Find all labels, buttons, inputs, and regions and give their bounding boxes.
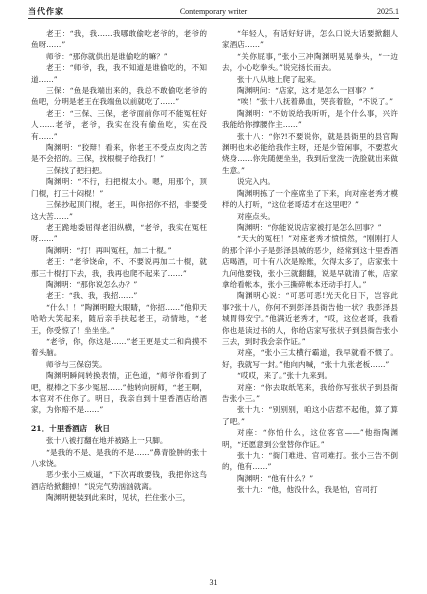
right-column [222, 28, 398, 576]
paragraph: 陶渊明：“你能说说店家被打是怎么回事？” [237, 222, 382, 232]
paragraph: “年轻人，有话好好讲，怎么口说大话要掀翻人家酒店……” [222, 29, 398, 50]
paragraph: 对座：“你怕什么，这位客官——”他指陶渊明，“还愿意到公堂替你作证。” [222, 428, 398, 449]
paragraph: 陶渊明：“狡辩！看来，你老王不受点皮肉之苦是不会招的。三保，找根棍子给我打！” [31, 143, 207, 164]
left-column [31, 28, 207, 576]
paragraph: 恶少张小三威逼，“下次再敢要钱，我把你这鸟酒店给掀翻掉！”说完气势汹汹就离。 [31, 470, 207, 491]
paragraph: 老王：“老爷饶命，不、不要说再加二十棍，就那三十棍打下去，我，我再也爬不起来了……” [31, 257, 207, 278]
section-heading: 21．十里香酒店 秋日 [31, 423, 110, 433]
paragraph: 张十八：“你?!不要说你，就是县衙里的县官陶渊明也未必能给我作主呀，还是少管闲事，不要惹火烧身……你先随便坐坐，我到后堂洗一洗脸就出来做生意。” [222, 131, 398, 175]
paragraph: 老王：“我、我，我招……” [46, 291, 138, 301]
paragraph: 说完入内。 [237, 177, 275, 187]
paragraph: 陶渊明：“那你说怎么办？” [46, 279, 138, 289]
paragraph: 对座点头。 [237, 211, 275, 221]
paragraph: 陶渊明：“不妨说给我听听，是个什么事，兴许我能给你撑腰作主……” [222, 108, 398, 130]
page-header [28, 6, 399, 19]
paragraph: 老王：“三保、三保，老爷面前你可不能冤枉好人……老爷，老爷，我实在没有偷鱼吃，实在没有……” [31, 108, 207, 141]
paragraph: 陶渊明拣了一个座席坐了下来，向对座老秀才模样的人打听，“这位老哥适才在这里吧？” [222, 188, 398, 210]
paragraph: 对座：“你去取纸笔来，我给你写张状子到县衙告张小三。” [222, 382, 398, 403]
paragraph: 对座，“张小三太横行霸道，我早就看不惯了。好，我就写一封。”他向内喊，“张十九张老板……” [222, 348, 398, 369]
paragraph: 陶渊明便装到此来时，见状，拦住张小三， [46, 493, 191, 503]
paragraph: 师爷与三保窃笑。 [46, 359, 107, 369]
paragraph: “什么！！”陶渊明瞪大眼睛，“你招……”他仰天哈哈大笑起来，随后亲手扶起老王，动情地，“老王，你受惊了！坐坐坐。” [31, 302, 207, 335]
paragraph: 陶渊明：“他有什么？” [237, 473, 314, 483]
paragraph: 三保抄起顶门棍，老王，叫你招你不招，非要受这大苦……” [31, 200, 207, 221]
paragraph: 陶渊明：“打！再叫冤枉，加二十棍。” [46, 245, 172, 255]
paragraph: 张十九：“他，他没什么，我是怕，官司打 [237, 485, 378, 495]
paragraph: 张十八被打翻在地并被路上一只脚。 [46, 436, 168, 446]
page-number: 31 [209, 578, 218, 587]
paragraph: 陶渊明：“不行，扫把棍太小。嗯，用那个，顶门棍，打三十闷棍！” [31, 177, 207, 198]
paragraph: 三保找了把扫把。 [46, 165, 107, 175]
magazine-english-name: Contemporary writer [179, 7, 248, 16]
paragraph: 三保：“鱼是我端出来的，我总不敢偷吃老爷的鱼吧，分明是老王在我端鱼以前就吃了……” [31, 86, 207, 107]
paragraph: 陶渊明心说：“可恶可恶!光天化日下，岂容此事?张十八，你何不到彭泽县衙告他一状？我彭泽县城胃得安宁。”他满近老秀才，“哎，这位老哥，我看你也是读过书的人，你给店家写张状子到县衙告张小三去，到时我会亲作证。” [222, 291, 398, 346]
issue-number: 2025.1 [377, 7, 399, 16]
paragraph: “天大的冤枉！”对座老秀才愤愤然，“刚刚打人的那个洋小子是彭泽县城的恶少，经常到这十里香酒店喝酒，可十有八次是赊账，欠得太多了，店家张十九问他要钱，张小三就翻翻，说是早就清了帐，店家拿给看帐本，张小三撕碎帐本还动手打人。” [222, 234, 398, 289]
paragraph: “哎哎，来了。”张十九来到。 [237, 371, 333, 381]
paragraph: 张十九：“别别别，咱这小店惹不起他，算了算了吧。” [222, 405, 398, 426]
paragraph: 老王：“师爷，我，我不知道是谁偷吃的，不知道……” [31, 63, 207, 84]
paragraph: 陶渊明问：“店家，这才是怎么一回事？” [237, 86, 374, 96]
magazine-name: 当代作家 [28, 6, 64, 16]
paragraph: “老爷，你，你这是……”老王更是丈二和尚摸不着头脑。 [31, 336, 207, 358]
paragraph: 张十八从地上爬了起来。 [237, 74, 321, 84]
paragraph: “关你屁事，”张小三冲陶渊明晃晃拳头，“一边去，小心吃拳头。”说完扬长而去。 [222, 51, 398, 73]
paragraph: “是我的不是、是我的不是……”鼻青脸肿的张十八求饶。 [31, 447, 207, 469]
paragraph: 张十九：“衙门难进、官司难打。张小三告不倒的，他有……” [222, 451, 398, 472]
paragraph: 老王跪地委屈得老泪纵横，“老爷，我实在冤枉呀……” [31, 222, 207, 244]
paragraph: “唉！”张十八抚着鼻血，哭丧着脸，“不说了。” [237, 97, 394, 107]
paragraph: 老王：“我，我……我哪敢偷吃老爷的，老爷的鱼呀……” [31, 29, 207, 50]
paragraph: 师爷：“那你就供出是谁偷吃的嘛？” [46, 51, 168, 61]
paragraph: 陶渊明瞬间转换表情，正色道，“师爷你看到了吧，棍棒之下多少冤屈……”他转向厨师，“老王啊，本官对不住你了。明日，我亲自到十里香酒店给酒家，为你赔不是……” [31, 371, 207, 415]
